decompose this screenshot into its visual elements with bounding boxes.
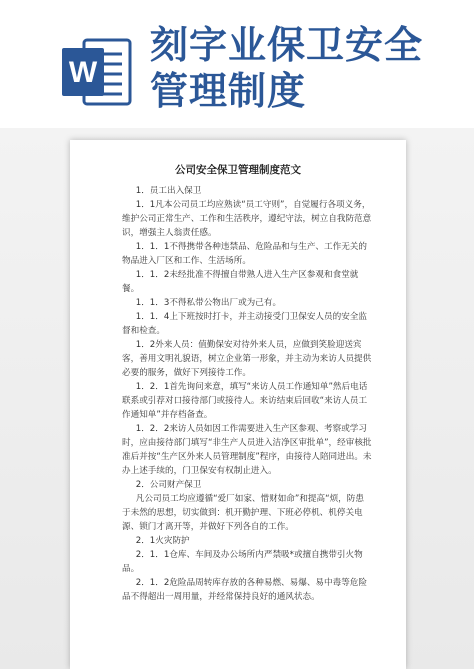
document-page xyxy=(70,140,406,669)
paragraph: 1．2．1首先询问来意，填写“来访人员工作通知单”然后电话联系或引荐对口接待部门或接待人。来访结束后回收“来访人员工作通知单”并存档备查。 xyxy=(122,382,368,420)
document-title: 公司安全保卫管理制度范文 xyxy=(175,164,301,176)
document-body xyxy=(122,184,372,604)
paragraph: 1．员工出入保卫 xyxy=(135,186,202,196)
paragraph: 1．1．4上下班按时打卡，并主动接受门卫保安人员的安全监督和检查。 xyxy=(122,312,367,336)
paragraph: 2．公司财产保卫 xyxy=(135,480,202,490)
svg-text:W: W xyxy=(68,56,98,89)
page-title: 刻字业保卫安全管理制度 xyxy=(150,23,424,113)
paragraph: 1．2．2来访人员如因工作需要进入生产区参观、考察或学习时，应由接待部门填写“非生产人员进入洁净区审批单”，经审核批准后并按“生产区外来人员管理制度”程序，由接待人陪同进出。未办上述手续的，门卫保安有权制止进入。 xyxy=(122,424,372,476)
paragraph: 2．1．1仓库、车间及办公场所内严禁吸*或擅自携带引火物品。 xyxy=(122,550,363,574)
paragraph: 1．1凡本公司员工均应熟读“员工守则”，自觉履行各项义务，维护公司正常生产、工作和生活秩序，遵纪守法，树立自我防范意识，增强主人翁责任感。 xyxy=(122,200,372,238)
word-document-icon xyxy=(62,38,132,106)
paragraph: 1．1．3不得私带公物出厂或为己有。 xyxy=(135,298,282,308)
paragraph: 1．1．1不得携带各种违禁品、危险品和与生产、工作无关的物品进入厂区和工作、生活场所。 xyxy=(122,242,367,266)
paragraph: 凡公司员工均应遵循“爱厂如家、惜财如命”和提高“烦，防患于未然的思想，切实做到：机开勤护理、下班必停机、机停关电源、锁门才离开等，并做好下列各自的工作。 xyxy=(122,494,364,532)
paragraph: 1．1．2未经批准不得擅自带熟人进入生产区参观和食堂就餐。 xyxy=(122,270,359,294)
header-banner xyxy=(0,0,474,128)
paragraph: 1．2外来人员：值勤保安对待外来人员，应做到笑脸迎送宾客，善用文明礼貌语，树立企业第一形象，并主动为来访人员提供必要的服务，做好下列接待工作。 xyxy=(122,340,372,378)
paragraph: 2．1火灾防护 xyxy=(135,536,190,546)
paragraph: 2．1．2危险品周转库存放的各种易燃、易爆、易中毒等危险品不得超出一周用量，并经常保持良好的通风状态。 xyxy=(122,578,367,602)
